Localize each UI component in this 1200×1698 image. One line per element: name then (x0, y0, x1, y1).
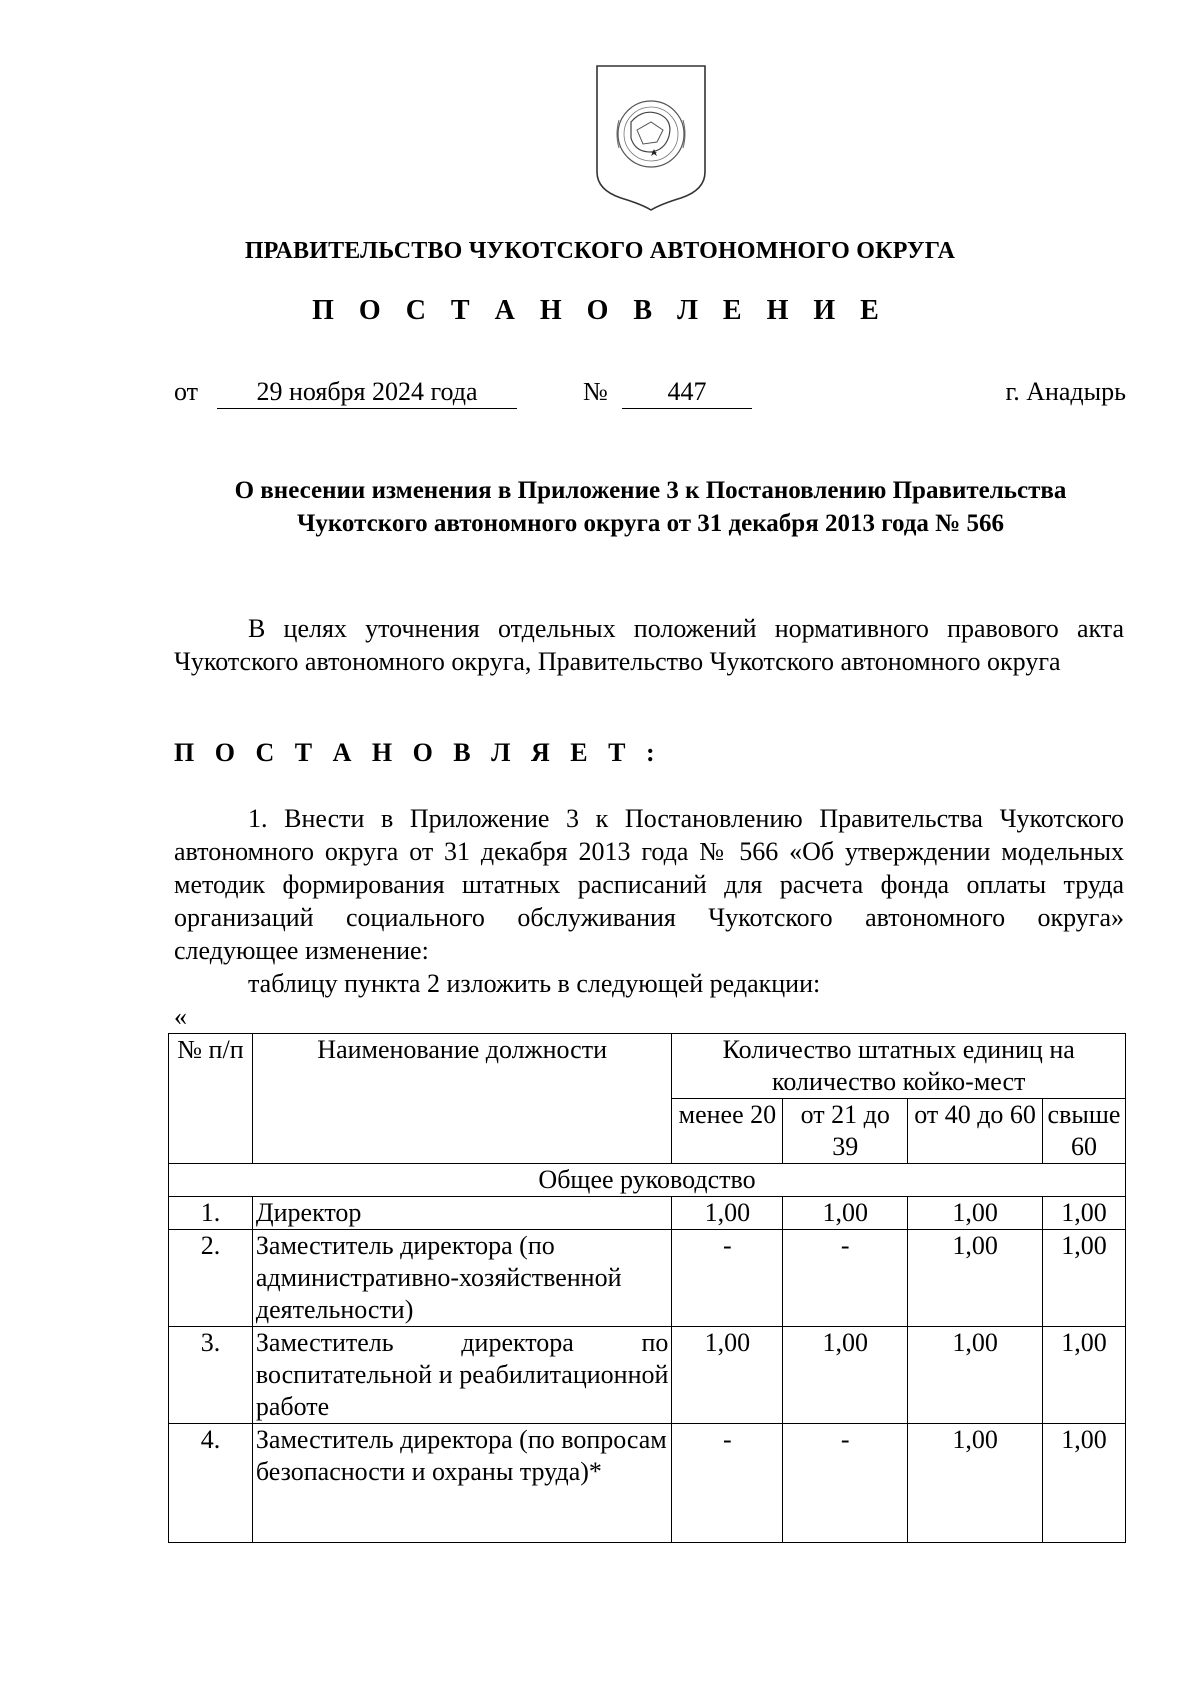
row-value: 1,00 (1042, 1230, 1125, 1327)
row-value: 1,00 (908, 1424, 1043, 1543)
row-value: 1,00 (908, 1327, 1043, 1424)
table-section-row (169, 1164, 1126, 1197)
resolve-heading: П О С Т А Н О В Л Я Е Т : (174, 738, 662, 767)
subheader-col-3: от 40 до 60 (908, 1099, 1043, 1164)
subject-line-1: О внесении изменения в Приложение 3 к Постановлению Правительства (234, 477, 1067, 504)
clause-1-subtext: таблицу пункта 2 изложить в следующей редакции: (248, 969, 821, 998)
document-type: П О С Т А Н О В Л Е Н И Е (312, 295, 888, 326)
quote-open-mark: « (174, 1002, 187, 1031)
row-position: Заместитель директора (по административно-хозяйственной деятельности) (252, 1230, 672, 1327)
number-label: № (583, 377, 608, 406)
preamble-paragraph (174, 612, 1124, 678)
row-num: 3. (169, 1327, 253, 1424)
row-value: - (783, 1424, 908, 1543)
row-num: 4. (169, 1424, 253, 1543)
document-subject (168, 474, 1133, 540)
row-value: - (672, 1424, 783, 1543)
document-city: г. Анадырь (1005, 377, 1126, 406)
table-row (169, 1327, 1126, 1424)
preamble-text: В целях уточнения отдельных положений нормативного правового акта Чукотского автономного округа, Правительство Чукотского автономного округа (174, 614, 1124, 676)
header-bed-count-group: Количество штатных единиц на количество койко-мест (672, 1034, 1126, 1099)
row-value: 1,00 (672, 1327, 783, 1424)
header-num: № п/п (169, 1034, 253, 1164)
subheader-col-2: от 21 до 39 (783, 1099, 908, 1164)
document-date: 29 ноября 2024 года (217, 376, 517, 409)
subheader-col-4: свыше 60 (1042, 1099, 1125, 1164)
row-value: 1,00 (908, 1230, 1043, 1327)
row-value: 1,00 (1042, 1424, 1125, 1543)
table-row (169, 1230, 1126, 1327)
clause-1-paragraph (174, 802, 1124, 1000)
subheader-col-1: менее 20 (672, 1099, 783, 1164)
table-row (169, 1424, 1126, 1543)
row-position: Заместитель директора (по вопросам безопасности и охраны труда)* (252, 1424, 672, 1543)
government-title: ПРАВИТЕЛЬСТВО ЧУКОТСКОГО АВТОНОМНОГО ОКРУГА (244, 238, 956, 264)
subject-line-2: Чукотского автономного округа от 31 декабря 2013 года № 566 (296, 510, 1004, 537)
row-value: 1,00 (783, 1197, 908, 1230)
row-value: 1,00 (672, 1197, 783, 1230)
row-position: Директор (252, 1197, 672, 1230)
row-num: 2. (169, 1230, 253, 1327)
section-title: Общее руководство (169, 1164, 1126, 1197)
document-number: 447 (622, 376, 752, 409)
row-value: - (783, 1230, 908, 1327)
header-position-name: Наименование должности (252, 1034, 672, 1164)
coat-of-arms-emblem (593, 64, 709, 212)
row-value: 1,00 (1042, 1327, 1125, 1424)
row-value: 1,00 (783, 1327, 908, 1424)
staff-table (168, 1033, 1126, 1543)
clause-1-text: 1. Внести в Приложение 3 к Постановлению Правительства Чукотского автономного округа от 31 декабря 2013 года № 566 «Об утверждении модельных методик формирования штатных расписаний для расчета фонда оплаты труда организаций социального обслуживания Чукотского автономного округа» следующее изменение: (174, 804, 1124, 965)
row-num: 1. (169, 1197, 253, 1230)
date-from-label: от (174, 377, 199, 406)
table-header-row (169, 1034, 1126, 1099)
row-value: - (672, 1230, 783, 1327)
row-value: 1,00 (1042, 1197, 1125, 1230)
table-row (169, 1197, 1126, 1230)
row-position: Заместитель директора по воспитательной и реабилитационной работе (252, 1327, 672, 1424)
row-value: 1,00 (908, 1197, 1043, 1230)
